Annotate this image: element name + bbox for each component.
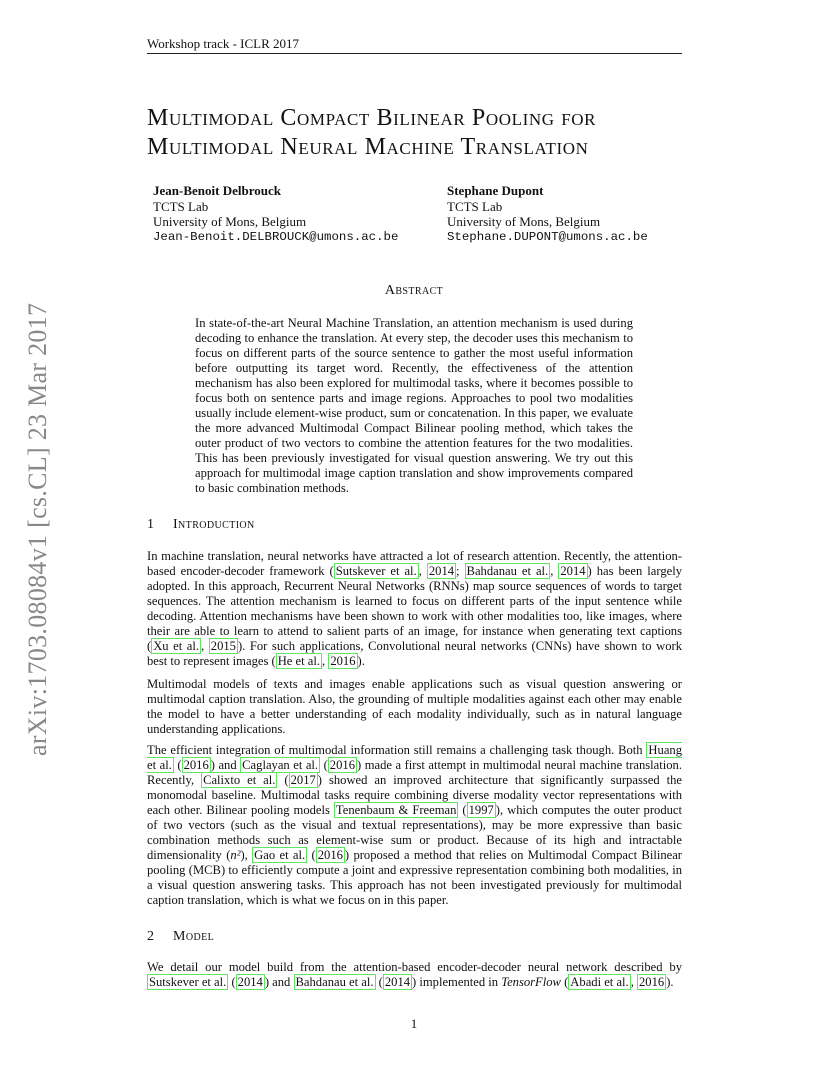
citation-link[interactable]: He et al. <box>277 654 321 668</box>
citation-link[interactable]: 2015 <box>210 639 236 653</box>
software-name: TensorFlow <box>501 975 561 989</box>
text-run: ), which computes the outer product of two vectors (such as the visual and textual representations), may be more expressive than basic combination methods such as element-wise sum or product. Because of its high and intractable dimensionality ( <box>147 803 683 862</box>
author-email: Jean-Benoit.DELBROUCK@umons.ac.be <box>153 229 399 244</box>
arxiv-stamp: arXiv:1703.08084v1 [cs.CL] 23 Mar 2017 <box>23 302 52 756</box>
text-run: The efficient integration of multimodal information still remains a challenging task though. Both <box>147 743 647 757</box>
text-run: ( <box>228 975 236 989</box>
text-run: ), <box>240 848 253 862</box>
author-name: Jean-Benoit Delbrouck <box>153 183 281 198</box>
citation-link[interactable]: 2014 <box>384 975 411 989</box>
text-run: ; <box>456 564 465 578</box>
title-line-1: Multimodal Compact Bilinear Pooling for <box>147 105 597 131</box>
paper-title <box>147 104 707 162</box>
text-run: In machine translation, neural networks have attracted a lot of research attention. Recently, the attention-based encoder-decoder framework ( <box>147 549 682 578</box>
citation-link[interactable]: Sutskever et al. <box>335 564 417 578</box>
section-number: 1 <box>147 517 155 532</box>
section-heading-introduction <box>147 517 255 533</box>
citation-link[interactable]: Bahdanau et al. <box>295 975 374 989</box>
text-run: ( <box>458 803 467 817</box>
citation-link[interactable]: Calixto et al. <box>203 773 276 787</box>
text-run: ). For such applications, Convolutional neural networks (CNNs) have shown to work best to represent images ( <box>147 639 683 668</box>
text-run: ( <box>277 773 289 787</box>
citation-link[interactable]: Gao et al. <box>254 848 306 862</box>
text-run: We detail our model build from the attention-based encoder-decoder neural network described by <box>147 960 682 974</box>
text-run: , <box>630 975 637 989</box>
text-run: ( <box>307 848 316 862</box>
header-rule <box>147 53 682 54</box>
text-run: ( <box>173 758 182 772</box>
section-number: 2 <box>147 929 155 944</box>
text-run: ) and <box>264 975 294 989</box>
model-paragraph-1 <box>147 960 682 990</box>
author-lab: TCTS Lab <box>153 198 209 214</box>
intro-paragraph-1 <box>147 549 682 669</box>
text-run: ). <box>357 654 365 668</box>
text-run: , <box>550 564 559 578</box>
author-lab: TCTS Lab <box>447 198 503 214</box>
citation-link[interactable]: 2014 <box>428 564 455 578</box>
citation-link[interactable]: 2016 <box>639 975 665 989</box>
author-name: Stephane Dupont <box>447 183 544 198</box>
text-run: , <box>322 654 329 668</box>
intro-paragraph-3 <box>147 743 682 908</box>
citation-link[interactable]: 2016 <box>330 654 356 668</box>
citation-link[interactable]: 2014 <box>560 564 586 578</box>
section-heading-model <box>147 929 214 945</box>
citation-link[interactable]: Xu et al. <box>153 639 200 653</box>
citation-link[interactable]: 2014 <box>237 975 263 989</box>
text-run: ) made a first attempt in multimodal neural machine translation. Recently, <box>147 758 683 787</box>
text-run: ) implemented in <box>412 975 502 989</box>
citation-link[interactable]: Sutskever et al. <box>149 975 227 989</box>
author-affiliation: University of Mons, Belgium <box>153 214 307 229</box>
text-run: , <box>201 639 209 653</box>
author-block-1 <box>153 183 398 245</box>
text-run: ) has been largely adopted. In this approach, Recurrent Neural Networks (RNNs) map source sequences of words to target sequences. The attention mechanism is learned to focus on different parts of the input sentence while decoding. Attention mechanisms have been shown to work with other modalities too, like images, where their are able to learn to attend to salient parts of an image, for instance when generating text captions ( <box>147 564 683 653</box>
author-block-2 <box>447 183 648 245</box>
citation-link[interactable]: Huang et al. <box>147 743 682 772</box>
citation-link[interactable]: Bahdanau et al. <box>466 564 549 578</box>
text-run: ( <box>560 975 569 989</box>
citation-link[interactable]: 2016 <box>329 758 355 772</box>
abstract-heading: Abstract <box>384 283 444 298</box>
text-run: , <box>418 564 427 578</box>
text-run: ) proposed a method that relies on Multimodal Compact Bilinear pooling (MCB) to efficiently compute a joint and expressive representation combining both modalities, in a visual question answering tasks. This approach has not been investigated previously for multimodal caption translation, which is what we focus on in this paper. <box>147 848 682 907</box>
author-affiliation: University of Mons, Belgium <box>447 214 601 229</box>
page-number: 1 <box>410 1016 418 1031</box>
text-run: ( <box>320 758 328 772</box>
text-run: ) showed an improved architecture that significantly surpassed the monomodal baseline. Multimodal tasks require combining diverse modality vector representations with each other. Bilinear pooling models <box>147 773 682 817</box>
text-run: ). <box>666 975 674 989</box>
citation-link[interactable]: 2016 <box>183 758 209 772</box>
citation-link[interactable]: 2016 <box>317 848 343 862</box>
author-email: Stephane.DUPONT@umons.ac.be <box>447 229 648 244</box>
text-run: ) and <box>210 758 241 772</box>
running-header: Workshop track - ICLR 2017 <box>147 36 300 51</box>
citation-link[interactable]: Tenenbaum & Freeman <box>335 803 457 817</box>
title-line-2: Multimodal Neural Machine Translation <box>147 134 589 160</box>
citation-link[interactable]: 1997 <box>468 803 494 817</box>
citation-link[interactable]: Abadi et al. <box>570 975 629 989</box>
math-expression: n² <box>230 848 241 862</box>
citation-link[interactable]: Caglayan et al. <box>242 758 319 772</box>
section-title: Model <box>173 929 215 944</box>
intro-paragraph-2: Multimodal models of texts and images enable applications such as visual question answering or multimodal caption translation. Also, the grounding of multiple modalities against each other may enable the model to have a better understanding of each modality individually, such as in natural language understanding applications. <box>147 677 682 736</box>
section-title: Introduction <box>173 517 255 532</box>
text-run: ( <box>375 975 383 989</box>
citation-link[interactable]: 2017 <box>290 773 316 787</box>
abstract-text: In state-of-the-art Neural Machine Translation, an attention mechanism is used during decoding to enhance the translation. At every step, the decoder uses this mechanism to focus on different parts of the source sentence to gather the most useful information before outputting its target word. Recently, the effectiveness of the attention mechanism has also been explored for multimodal tasks, where it becomes possible to focus both on sentence parts and image regions. Approaches to pool two modalities usually include element-wise product, sum or concatenation. In this paper, we evaluate the more advanced Multimodal Compact Bilinear pooling method, which takes the outer product of two vectors to combine the attention features for the two modalities. This has been previously investigated for visual question answering. We try out this approach for multimodal image caption translation and show improvements compared to basic combination methods. <box>195 316 633 495</box>
